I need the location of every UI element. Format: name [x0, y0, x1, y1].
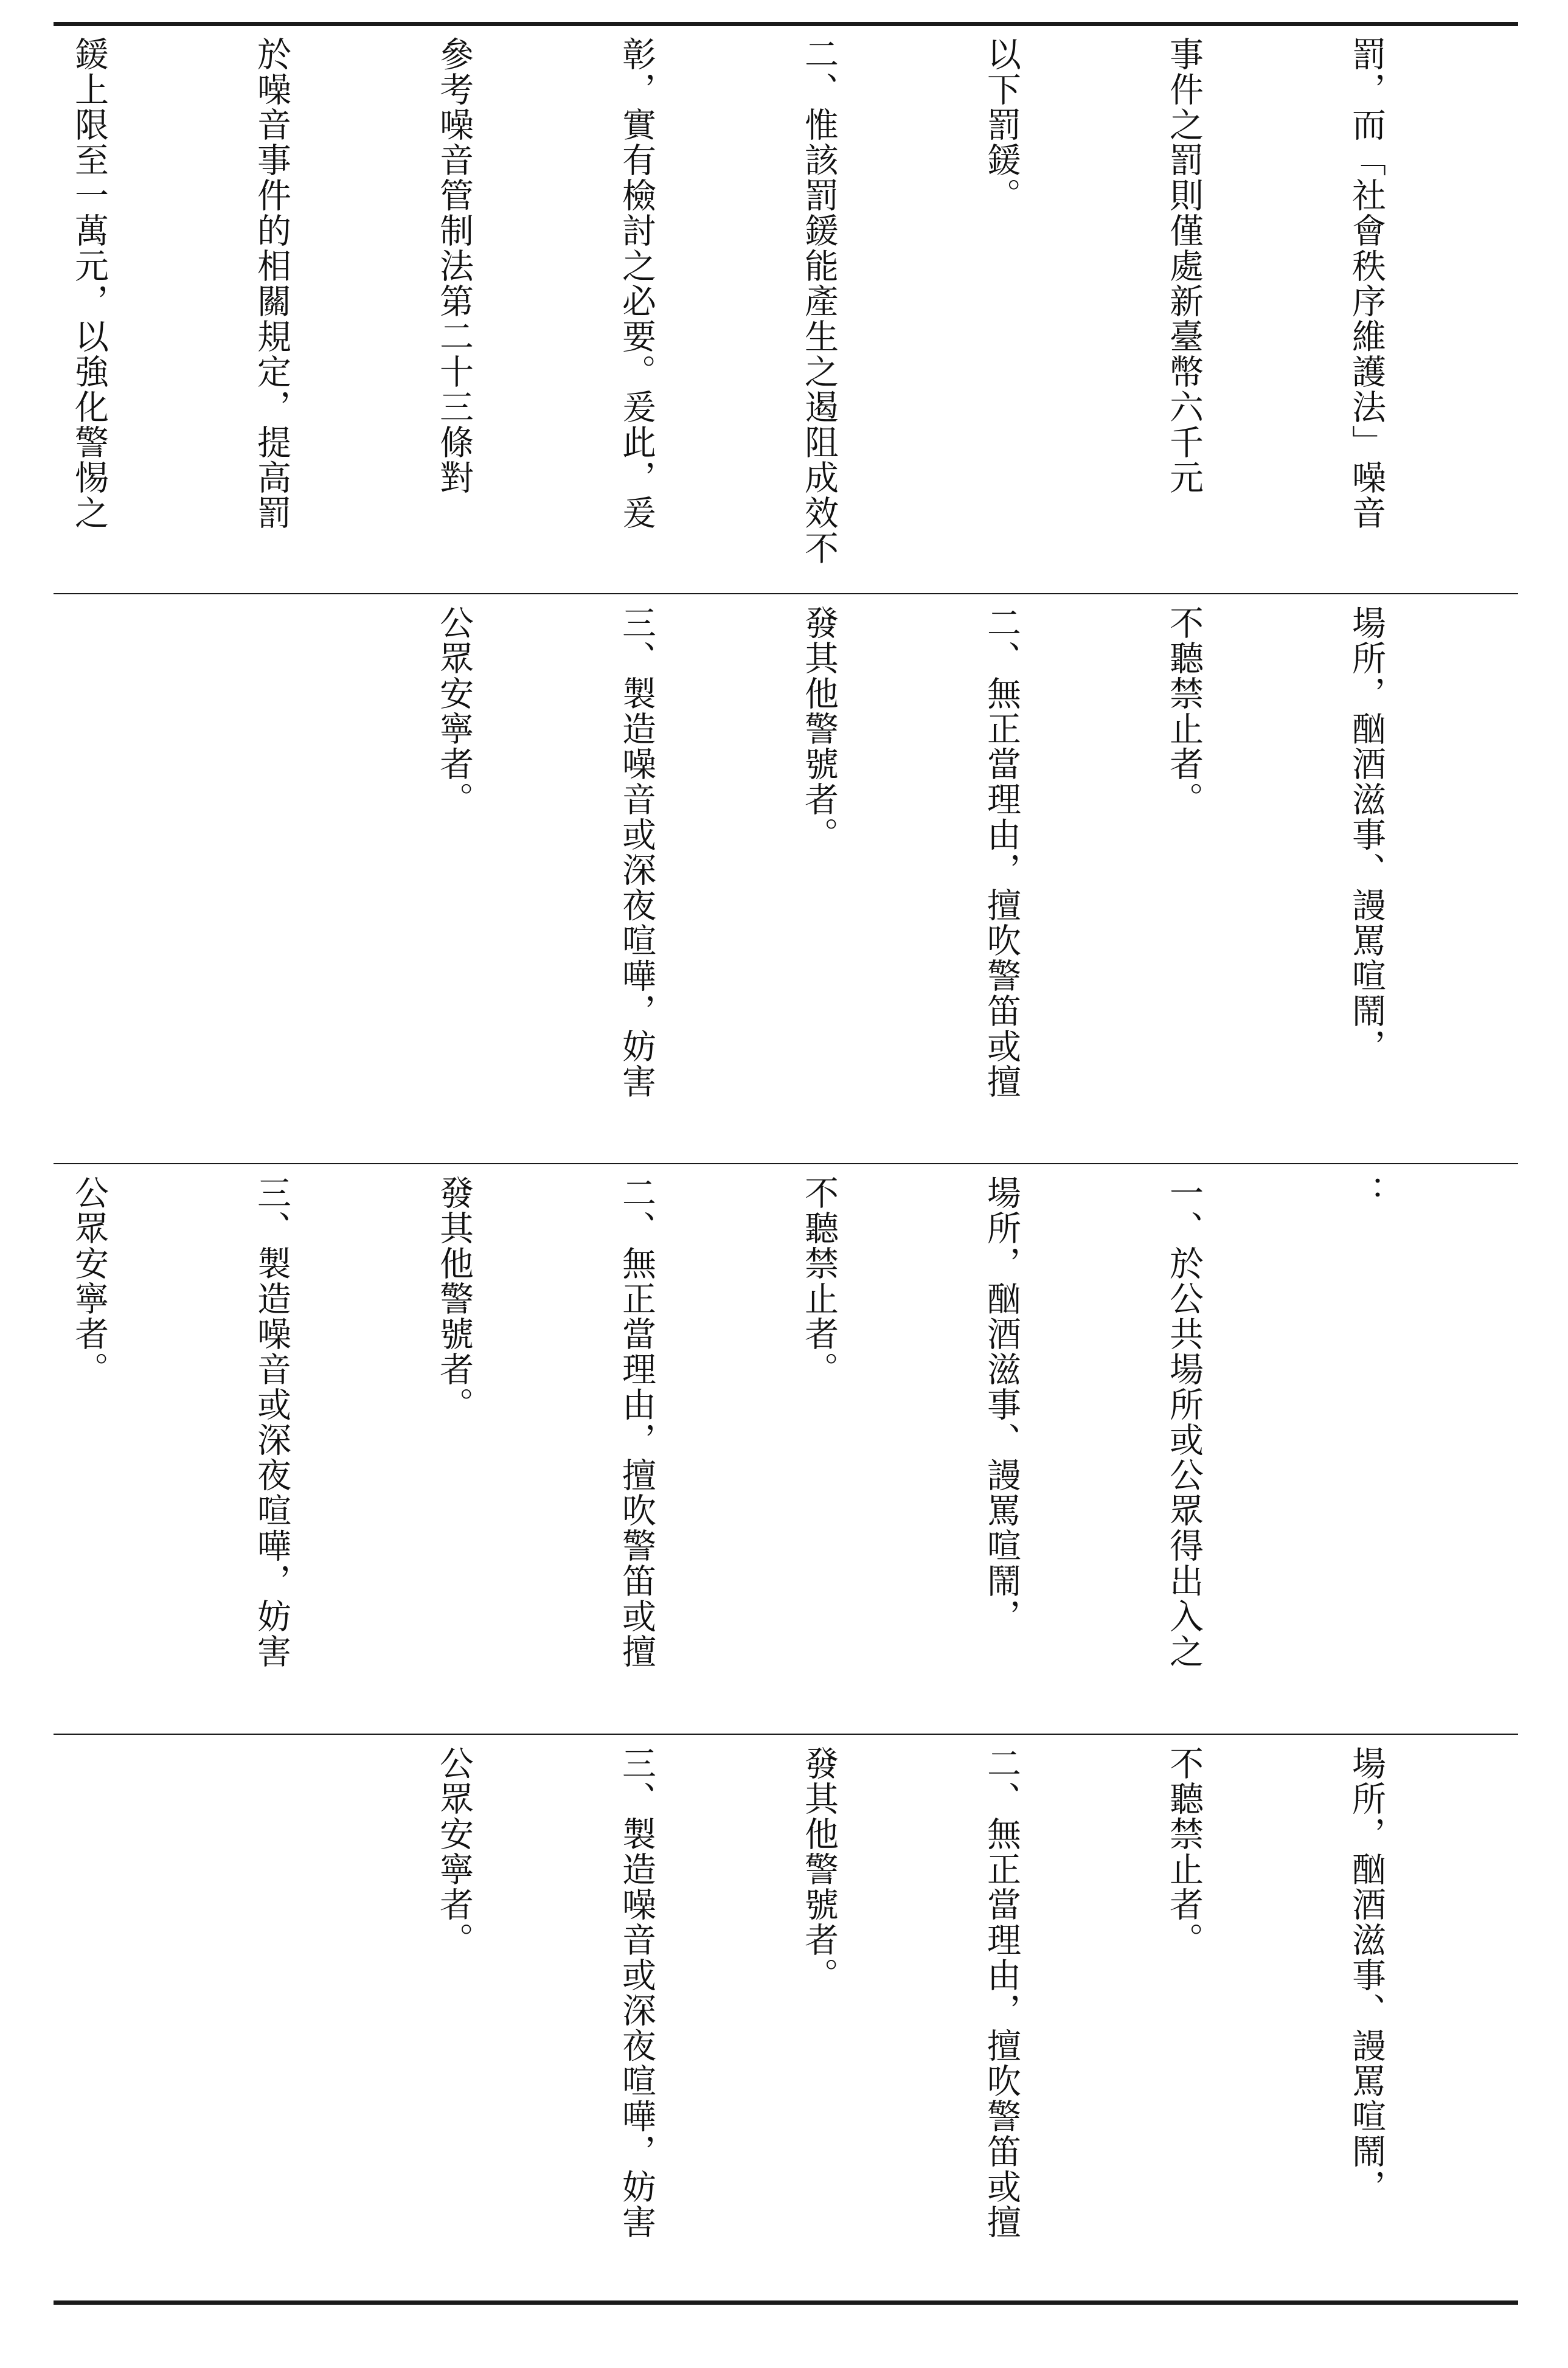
text-line: 事件之罰則僅處新臺幣六千元 [1164, 36, 1204, 495]
text-line: 參考噪音管制法第二十三條對 [434, 36, 474, 495]
text-line: 鍰上限至一萬元，以強化警惕之 [69, 36, 109, 530]
text-line: 公眾安寧者。 [69, 1175, 109, 1387]
text-line: 二、惟該罰鍰能產生之遏阻成效不 [799, 36, 839, 566]
text-line: 於噪音事件的相關規定，提高罰 [252, 36, 291, 530]
text-line: 三、製造噪音或深夜喧嘩，妨害 [617, 1746, 656, 2240]
column-4 [54, 1746, 1518, 2293]
top-rule [54, 22, 1518, 26]
text-line: 三、製造噪音或深夜喧嘩，妨害 [252, 1175, 291, 1669]
bottom-rule [54, 2300, 1518, 2305]
text-line: 以下罰鍰。 [982, 36, 1021, 213]
text-line: ： [1347, 1175, 1386, 1210]
text-line: 二、無正當理由，擅吹警笛或擅 [982, 605, 1021, 1099]
text-line: 發其他警號者。 [799, 605, 839, 852]
text-line: 場所，酗酒滋事、謾罵喧鬧， [1347, 1746, 1386, 2204]
text-line: 一、於公共場所或公眾得出入之 [1164, 1175, 1204, 1669]
band-divider-1 [54, 593, 1518, 594]
text-line: 發其他警號者。 [434, 1175, 474, 1422]
band-divider-2 [54, 1163, 1518, 1164]
band-divider-3 [54, 1734, 1518, 1735]
column-2 [54, 605, 1518, 1153]
text-line: 不聽禁止者。 [799, 1175, 839, 1387]
text-line: 二、無正當理由，擅吹警笛或擅 [982, 1746, 1021, 2240]
text-line: 發其他警號者。 [799, 1746, 839, 1993]
column-3 [54, 1175, 1518, 1723]
text-line: 罰，而「社會秩序維護法」噪音 [1347, 36, 1386, 530]
text-line: 不聽禁止者。 [1164, 605, 1204, 817]
text-line: 公眾安寧者。 [434, 1746, 474, 1957]
text-line: 場所，酗酒滋事、謾罵喧鬧， [1347, 605, 1386, 1064]
text-line: 二、無正當理由，擅吹警笛或擅 [617, 1175, 656, 1669]
text-line: 公眾安寧者。 [434, 605, 474, 817]
text-line: 三、製造噪音或深夜喧嘩，妨害 [617, 605, 656, 1099]
text-line: 不聽禁止者。 [1164, 1746, 1204, 1957]
text-line: 場所，酗酒滋事、謾罵喧鬧， [982, 1175, 1021, 1634]
text-line: 彰，實有檢討之必要。爰此，爰 [617, 36, 656, 530]
column-right [54, 36, 1518, 584]
